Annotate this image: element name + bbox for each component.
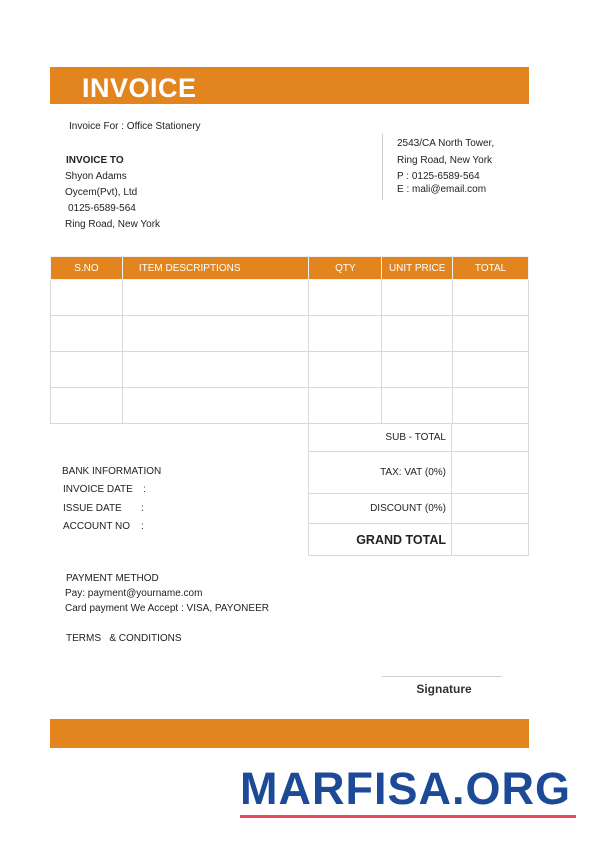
cell-qty[interactable] — [309, 388, 382, 424]
invoice-date-label: INVOICE DATE — [63, 484, 133, 495]
cell-description[interactable] — [122, 316, 309, 352]
cell-qty[interactable] — [309, 352, 382, 388]
issue-date-sep: : — [141, 503, 144, 514]
company-address-2: Ring Road, New York — [397, 155, 493, 166]
table-row — [51, 388, 529, 424]
col-description: ITEM DESCRIPTIONS — [122, 257, 309, 280]
watermark-logo: MARFISA.ORG — [240, 763, 571, 814]
cell-unit-price[interactable] — [382, 316, 453, 352]
signature-label: Signature — [416, 682, 472, 696]
company-phone: P : 0125-6589-564 — [397, 171, 480, 182]
bill-to-phone: 0125-6589-564 — [68, 203, 136, 214]
tax-row — [309, 452, 529, 494]
grand-total-label: GRAND TOTAL — [309, 524, 452, 556]
tax-label: TAX: VAT (0%) — [309, 452, 452, 494]
cell-total[interactable] — [453, 352, 529, 388]
cell-total[interactable] — [453, 316, 529, 352]
company-address-1: 2543/CA North Tower, — [397, 138, 495, 149]
bill-to-name: Shyon Adams — [65, 171, 127, 182]
bill-to-address: Ring Road, New York — [65, 219, 161, 230]
subtotal-label: SUB - TOTAL — [309, 424, 452, 452]
subtotal-value[interactable] — [452, 424, 529, 452]
col-total: TOTAL — [453, 257, 529, 280]
cell-unit-price[interactable] — [382, 388, 453, 424]
invoice-for: Invoice For : Office Stationery — [69, 121, 201, 132]
company-email: E : mali@email.com — [397, 184, 487, 195]
cell-qty[interactable] — [309, 280, 382, 316]
cell-total[interactable] — [453, 280, 529, 316]
terms-heading: TERMS & CONDITIONS — [66, 633, 182, 644]
account-no-sep: : — [141, 521, 144, 532]
discount-row — [309, 494, 529, 524]
col-sno: S.NO — [51, 257, 123, 280]
totals-table — [308, 423, 529, 556]
grand-total-row — [309, 524, 529, 556]
table-row — [51, 280, 529, 316]
discount-label: DISCOUNT (0%) — [309, 494, 452, 524]
tax-value[interactable] — [452, 452, 529, 494]
cell-description[interactable] — [122, 352, 309, 388]
bank-info-heading: BANK INFORMATION — [62, 466, 162, 477]
card-payment: Card payment We Accept : VISA, PAYONEER — [65, 603, 269, 614]
items-header-row — [51, 257, 529, 280]
invoice-title: INVOICE — [82, 73, 197, 103]
grand-total-value[interactable] — [452, 524, 529, 556]
cell-description[interactable] — [122, 388, 309, 424]
col-qty: QTY — [309, 257, 382, 280]
cell-sno[interactable] — [51, 352, 123, 388]
issue-date-label: ISSUE DATE — [63, 503, 122, 514]
bill-to-company: Oycem(Pvt), Ltd — [65, 187, 138, 198]
cell-sno[interactable] — [51, 280, 123, 316]
table-row — [51, 316, 529, 352]
payment-email: Pay: payment@yourname.com — [65, 588, 203, 599]
col-unit-price: UNIT PRICE — [382, 257, 453, 280]
cell-sno[interactable] — [51, 388, 123, 424]
company-divider — [382, 134, 383, 200]
account-no-label: ACCOUNT NO — [63, 521, 131, 532]
cell-qty[interactable] — [309, 316, 382, 352]
payment-heading: PAYMENT METHOD — [66, 573, 159, 584]
discount-value[interactable] — [452, 494, 529, 524]
cell-sno[interactable] — [51, 316, 123, 352]
cell-description[interactable] — [122, 280, 309, 316]
cell-unit-price[interactable] — [382, 352, 453, 388]
subtotal-row — [309, 424, 529, 452]
table-row — [51, 352, 529, 388]
cell-total[interactable] — [453, 388, 529, 424]
bill-to-heading: INVOICE TO — [66, 155, 124, 166]
watermark-underline — [240, 815, 576, 818]
cell-unit-price[interactable] — [382, 280, 453, 316]
invoice-date-sep: : — [143, 484, 146, 495]
items-table — [50, 256, 529, 424]
footer-banner — [50, 719, 529, 748]
signature-line — [382, 676, 502, 677]
